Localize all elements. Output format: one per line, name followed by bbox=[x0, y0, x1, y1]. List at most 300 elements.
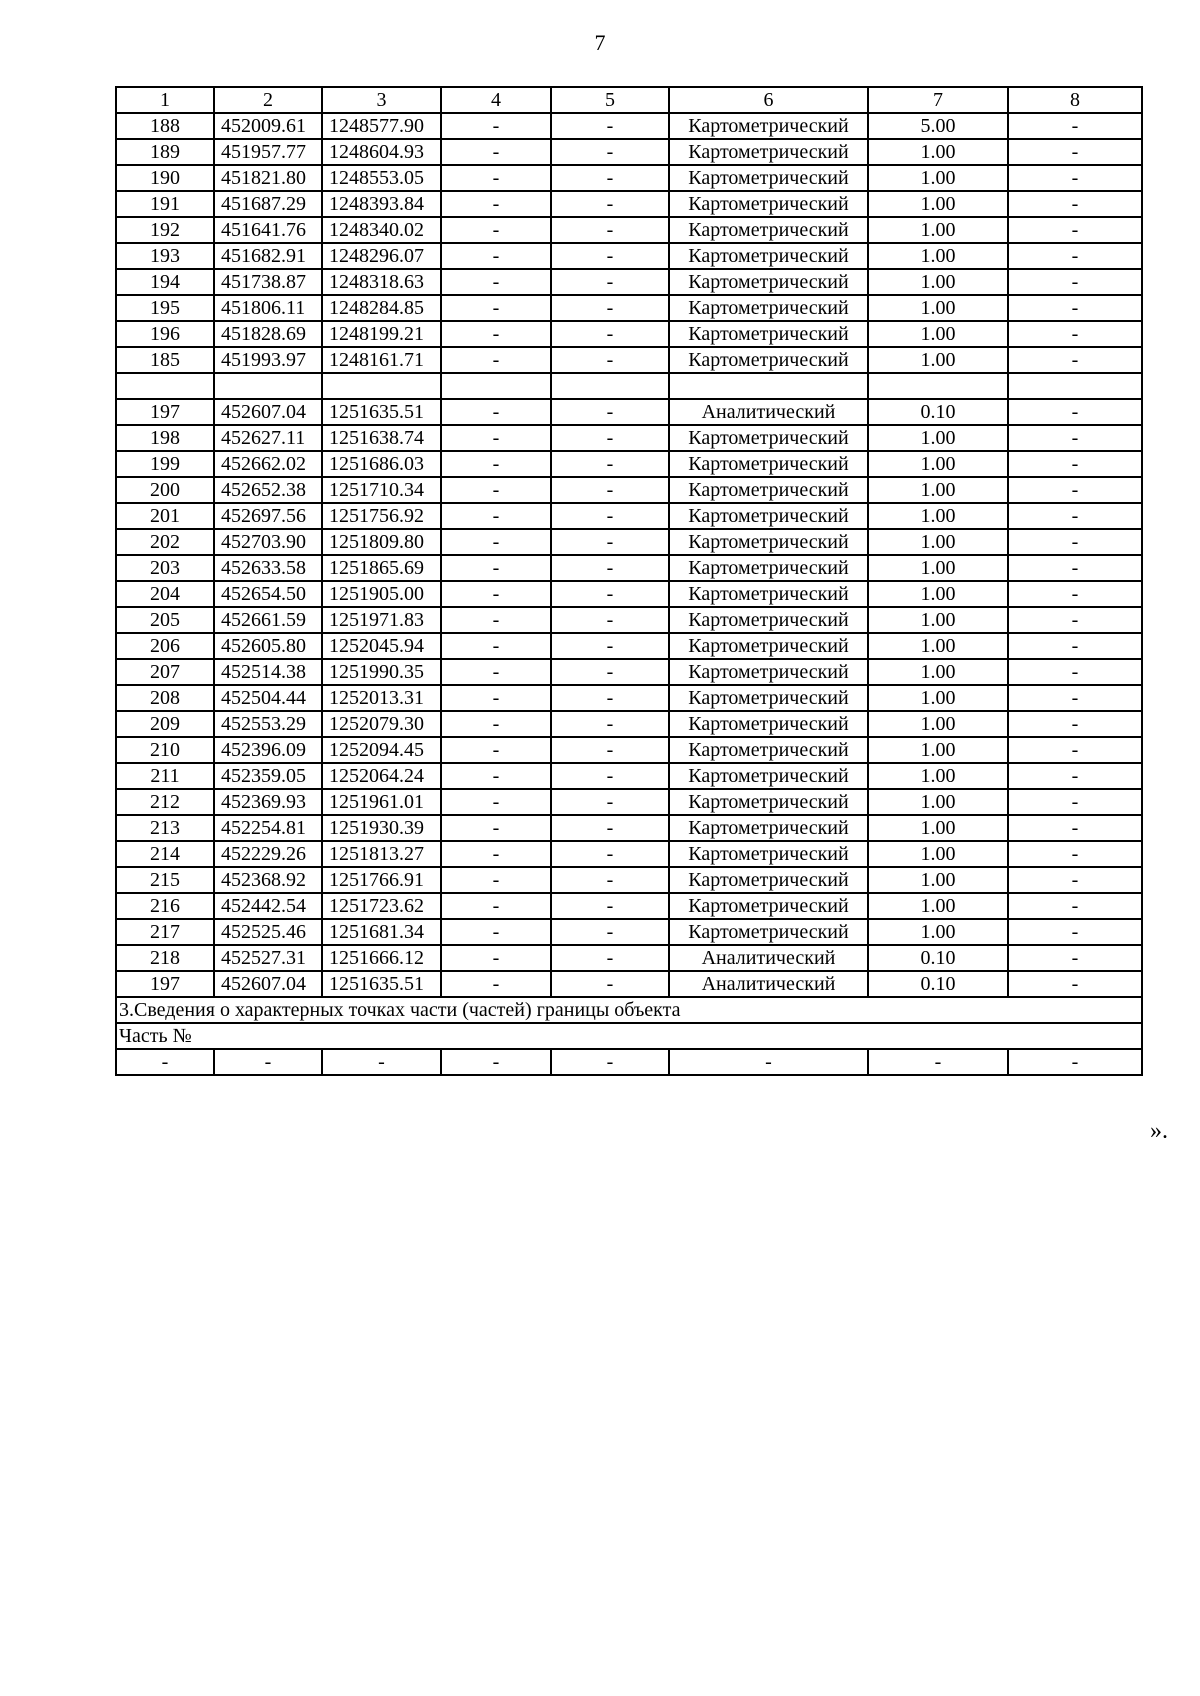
table-cell: - bbox=[1008, 477, 1142, 503]
table-cell: 451957.77 bbox=[214, 139, 322, 165]
table-cell: 452442.54 bbox=[214, 893, 322, 919]
footer-cell: - bbox=[322, 1049, 441, 1075]
footer-cell: - bbox=[551, 1049, 669, 1075]
table-cell: Аналитический bbox=[669, 399, 868, 425]
table-cell: 1251905.00 bbox=[322, 581, 441, 607]
table-cell: - bbox=[1008, 659, 1142, 685]
table-cell: 200 bbox=[116, 477, 214, 503]
table-cell: - bbox=[551, 477, 669, 503]
table-cell: 213 bbox=[116, 815, 214, 841]
table-cell: 1.00 bbox=[868, 581, 1008, 607]
footer-cell: - bbox=[868, 1049, 1008, 1075]
table-cell: 5.00 bbox=[868, 113, 1008, 139]
table-cell: 452359.05 bbox=[214, 763, 322, 789]
table-cell: 211 bbox=[116, 763, 214, 789]
table-cell: 209 bbox=[116, 711, 214, 737]
table-cell: 1252013.31 bbox=[322, 685, 441, 711]
table-cell: 1251756.92 bbox=[322, 503, 441, 529]
table-cell: 1.00 bbox=[868, 919, 1008, 945]
table-cell: Картометрический bbox=[669, 685, 868, 711]
table-cell: 452369.93 bbox=[214, 789, 322, 815]
table-cell: Картометрический bbox=[669, 477, 868, 503]
table-cell: 217 bbox=[116, 919, 214, 945]
table-cell: 451806.11 bbox=[214, 295, 322, 321]
table-cell: 452009.61 bbox=[214, 113, 322, 139]
table-cell: - bbox=[1008, 295, 1142, 321]
table-cell: - bbox=[441, 841, 551, 867]
table-cell: 1.00 bbox=[868, 503, 1008, 529]
table-cell: - bbox=[441, 659, 551, 685]
table-cell: Аналитический bbox=[669, 971, 868, 997]
table-cell: - bbox=[551, 607, 669, 633]
table-cell: 1251681.34 bbox=[322, 919, 441, 945]
table-cell: - bbox=[551, 685, 669, 711]
table-cell: 190 bbox=[116, 165, 214, 191]
table-cell: - bbox=[441, 945, 551, 971]
table-cell: 1.00 bbox=[868, 477, 1008, 503]
table-row bbox=[116, 633, 1142, 659]
table-cell bbox=[322, 373, 441, 399]
table-cell: - bbox=[441, 737, 551, 763]
table-cell: 1251710.34 bbox=[322, 477, 441, 503]
table-cell: Картометрический bbox=[669, 139, 868, 165]
table-cell: 197 bbox=[116, 971, 214, 997]
table-cell: 191 bbox=[116, 191, 214, 217]
table-cell: 201 bbox=[116, 503, 214, 529]
table-cell: 1252064.24 bbox=[322, 763, 441, 789]
table-cell: - bbox=[1008, 347, 1142, 373]
section-3-title: 3.Сведения о характерных точках части (частей) границы объекта bbox=[116, 997, 1142, 1023]
table-cell: - bbox=[551, 581, 669, 607]
table-row bbox=[116, 971, 1142, 997]
table-cell: - bbox=[1008, 711, 1142, 737]
table-row bbox=[116, 113, 1142, 139]
part-number-label: Часть № bbox=[116, 1023, 1142, 1049]
table-cell: 1.00 bbox=[868, 867, 1008, 893]
table-row bbox=[116, 737, 1142, 763]
footer-cell: - bbox=[1008, 1049, 1142, 1075]
table-cell: 1251990.35 bbox=[322, 659, 441, 685]
table-row bbox=[116, 607, 1142, 633]
table-cell: - bbox=[441, 919, 551, 945]
table-cell: Картометрический bbox=[669, 321, 868, 347]
footer-cell: - bbox=[116, 1049, 214, 1075]
header-cell: 7 bbox=[868, 87, 1008, 113]
table-cell: - bbox=[441, 867, 551, 893]
table-cell: 1.00 bbox=[868, 217, 1008, 243]
table-cell: 1.00 bbox=[868, 165, 1008, 191]
table-cell: 1251865.69 bbox=[322, 555, 441, 581]
table-cell bbox=[214, 373, 322, 399]
table-cell: - bbox=[1008, 893, 1142, 919]
table-cell: - bbox=[551, 217, 669, 243]
header-cell: 8 bbox=[1008, 87, 1142, 113]
table-cell: 1.00 bbox=[868, 841, 1008, 867]
table-cell: 210 bbox=[116, 737, 214, 763]
table-cell bbox=[551, 373, 669, 399]
table-cell: 1251813.27 bbox=[322, 841, 441, 867]
table-cell: - bbox=[551, 633, 669, 659]
table-cell: 452633.58 bbox=[214, 555, 322, 581]
table-cell bbox=[116, 373, 214, 399]
table-cell: - bbox=[441, 269, 551, 295]
table-cell: - bbox=[551, 711, 669, 737]
table-cell: - bbox=[441, 477, 551, 503]
part-number-row bbox=[116, 1023, 1142, 1049]
table-cell: - bbox=[441, 503, 551, 529]
table-row bbox=[116, 581, 1142, 607]
table-cell: 195 bbox=[116, 295, 214, 321]
table-cell: 452514.38 bbox=[214, 659, 322, 685]
table-cell: - bbox=[551, 659, 669, 685]
table-cell: 1248340.02 bbox=[322, 217, 441, 243]
table-cell: Картометрический bbox=[669, 893, 868, 919]
table-row bbox=[116, 165, 1142, 191]
table-cell: - bbox=[1008, 503, 1142, 529]
table-cell: - bbox=[1008, 139, 1142, 165]
table-cell: Картометрический bbox=[669, 269, 868, 295]
table-cell: 218 bbox=[116, 945, 214, 971]
table-row bbox=[116, 711, 1142, 737]
table-cell: - bbox=[1008, 815, 1142, 841]
table-cell: 188 bbox=[116, 113, 214, 139]
table-row bbox=[116, 139, 1142, 165]
table-cell: - bbox=[441, 555, 551, 581]
table-cell: - bbox=[1008, 581, 1142, 607]
table-cell: - bbox=[441, 581, 551, 607]
table-cell: Картометрический bbox=[669, 529, 868, 555]
table-cell: - bbox=[551, 763, 669, 789]
table-cell: - bbox=[551, 867, 669, 893]
footer-cell: - bbox=[669, 1049, 868, 1075]
table-cell: Картометрический bbox=[669, 217, 868, 243]
table-cell: 452368.92 bbox=[214, 867, 322, 893]
table-cell: 451738.87 bbox=[214, 269, 322, 295]
table-cell: 452254.81 bbox=[214, 815, 322, 841]
table-cell: - bbox=[1008, 243, 1142, 269]
table-cell: Картометрический bbox=[669, 711, 868, 737]
table-cell: 1248577.90 bbox=[322, 113, 441, 139]
table-cell: 1251723.62 bbox=[322, 893, 441, 919]
table-cell: - bbox=[551, 503, 669, 529]
table-row bbox=[116, 867, 1142, 893]
table-cell: 1.00 bbox=[868, 633, 1008, 659]
table-cell: 1248161.71 bbox=[322, 347, 441, 373]
table-cell: Картометрический bbox=[669, 243, 868, 269]
table-cell: 0.10 bbox=[868, 971, 1008, 997]
table-row bbox=[116, 919, 1142, 945]
table-cell: 1248284.85 bbox=[322, 295, 441, 321]
table-cell: Картометрический bbox=[669, 919, 868, 945]
table-cell: Картометрический bbox=[669, 737, 868, 763]
table-cell: Картометрический bbox=[669, 555, 868, 581]
table-cell: 452697.56 bbox=[214, 503, 322, 529]
table-cell: 207 bbox=[116, 659, 214, 685]
table-cell: - bbox=[1008, 191, 1142, 217]
table-cell: - bbox=[441, 607, 551, 633]
table-cell: 1248296.07 bbox=[322, 243, 441, 269]
table-cell: 194 bbox=[116, 269, 214, 295]
table-cell: 452607.04 bbox=[214, 971, 322, 997]
table-cell: - bbox=[1008, 789, 1142, 815]
table-cell: - bbox=[551, 243, 669, 269]
table-cell: 1.00 bbox=[868, 425, 1008, 451]
header-cell: 6 bbox=[669, 87, 868, 113]
table-row bbox=[116, 503, 1142, 529]
table-cell: 452627.11 bbox=[214, 425, 322, 451]
table-cell: 214 bbox=[116, 841, 214, 867]
table-row bbox=[116, 373, 1142, 399]
table-cell: 1252094.45 bbox=[322, 737, 441, 763]
table-cell: Картометрический bbox=[669, 607, 868, 633]
table-cell: 452607.04 bbox=[214, 399, 322, 425]
table-cell: 452605.80 bbox=[214, 633, 322, 659]
table-cell: 1248318.63 bbox=[322, 269, 441, 295]
table-cell: 208 bbox=[116, 685, 214, 711]
table-cell: - bbox=[551, 529, 669, 555]
table-cell: 206 bbox=[116, 633, 214, 659]
table-cell: Картометрический bbox=[669, 763, 868, 789]
table-row bbox=[116, 191, 1142, 217]
table-cell: 1.00 bbox=[868, 139, 1008, 165]
header-cell: 5 bbox=[551, 87, 669, 113]
table-cell: - bbox=[551, 815, 669, 841]
table-cell: - bbox=[1008, 945, 1142, 971]
table-cell: 452654.50 bbox=[214, 581, 322, 607]
table-cell: - bbox=[1008, 321, 1142, 347]
table-row bbox=[116, 399, 1142, 425]
table-cell: 199 bbox=[116, 451, 214, 477]
table-row bbox=[116, 841, 1142, 867]
table-cell: Картометрический bbox=[669, 191, 868, 217]
table-cell: - bbox=[551, 789, 669, 815]
table-cell: 1.00 bbox=[868, 243, 1008, 269]
table-cell: - bbox=[1008, 399, 1142, 425]
table-cell: - bbox=[1008, 841, 1142, 867]
table-row bbox=[116, 763, 1142, 789]
table-cell: Картометрический bbox=[669, 295, 868, 321]
table-cell: - bbox=[441, 399, 551, 425]
table-row bbox=[116, 659, 1142, 685]
table-cell: 1.00 bbox=[868, 347, 1008, 373]
header-cell: 1 bbox=[116, 87, 214, 113]
table-cell: 1251971.83 bbox=[322, 607, 441, 633]
table-cell: - bbox=[441, 217, 551, 243]
table-row bbox=[116, 529, 1142, 555]
table-cell bbox=[868, 373, 1008, 399]
table-row bbox=[116, 555, 1142, 581]
table-cell: 196 bbox=[116, 321, 214, 347]
table-cell: 451821.80 bbox=[214, 165, 322, 191]
table-cell: - bbox=[441, 971, 551, 997]
table-cell: 452661.59 bbox=[214, 607, 322, 633]
table-cell: - bbox=[441, 425, 551, 451]
table-cell: - bbox=[551, 893, 669, 919]
table-cell: 1.00 bbox=[868, 451, 1008, 477]
table-cell: - bbox=[441, 165, 551, 191]
table-cell bbox=[669, 373, 868, 399]
table-cell: 452527.31 bbox=[214, 945, 322, 971]
table-cell: - bbox=[551, 555, 669, 581]
table-cell: 1.00 bbox=[868, 295, 1008, 321]
table-row bbox=[116, 425, 1142, 451]
table-cell: 189 bbox=[116, 139, 214, 165]
table-cell: 212 bbox=[116, 789, 214, 815]
table-cell: 452703.90 bbox=[214, 529, 322, 555]
table-cell: - bbox=[1008, 217, 1142, 243]
table-row bbox=[116, 295, 1142, 321]
table-cell: - bbox=[1008, 165, 1142, 191]
table-row bbox=[116, 321, 1142, 347]
footer-cell: - bbox=[441, 1049, 551, 1075]
table-row bbox=[116, 217, 1142, 243]
table-cell: 1251809.80 bbox=[322, 529, 441, 555]
table-body bbox=[116, 87, 1142, 1075]
table-cell: 451993.97 bbox=[214, 347, 322, 373]
table-cell: Картометрический bbox=[669, 347, 868, 373]
footer-cell: - bbox=[214, 1049, 322, 1075]
table-cell: 452396.09 bbox=[214, 737, 322, 763]
table-cell: - bbox=[441, 243, 551, 269]
header-cell: 3 bbox=[322, 87, 441, 113]
table-cell: Картометрический bbox=[669, 633, 868, 659]
table-cell: 185 bbox=[116, 347, 214, 373]
table-row bbox=[116, 347, 1142, 373]
table-cell: 452662.02 bbox=[214, 451, 322, 477]
table-cell: 202 bbox=[116, 529, 214, 555]
table-cell: Картометрический bbox=[669, 581, 868, 607]
table-cell: - bbox=[1008, 685, 1142, 711]
table-cell: 1.00 bbox=[868, 191, 1008, 217]
table-cell: - bbox=[1008, 607, 1142, 633]
table-cell: 203 bbox=[116, 555, 214, 581]
table-cell: 1.00 bbox=[868, 659, 1008, 685]
table-cell: - bbox=[441, 139, 551, 165]
table-cell: 1.00 bbox=[868, 789, 1008, 815]
header-row bbox=[116, 87, 1142, 113]
table-cell: - bbox=[441, 295, 551, 321]
table-row bbox=[116, 685, 1142, 711]
table-cell: 204 bbox=[116, 581, 214, 607]
table-cell: - bbox=[551, 737, 669, 763]
table-cell: 1252045.94 bbox=[322, 633, 441, 659]
table-cell: - bbox=[1008, 529, 1142, 555]
table-cell: - bbox=[1008, 971, 1142, 997]
table-cell: - bbox=[551, 971, 669, 997]
table-cell: Картометрический bbox=[669, 659, 868, 685]
table-cell: - bbox=[1008, 633, 1142, 659]
table-cell: Картометрический bbox=[669, 789, 868, 815]
header-cell: 2 bbox=[214, 87, 322, 113]
table-cell: - bbox=[1008, 113, 1142, 139]
table-cell: 1.00 bbox=[868, 321, 1008, 347]
table-cell: Картометрический bbox=[669, 425, 868, 451]
table-cell: Картометрический bbox=[669, 815, 868, 841]
closing-quote: ». bbox=[1150, 1118, 1168, 1144]
table-cell: - bbox=[441, 451, 551, 477]
table-cell: - bbox=[441, 347, 551, 373]
table-cell: 1.00 bbox=[868, 763, 1008, 789]
table-cell: - bbox=[551, 321, 669, 347]
table-cell: 198 bbox=[116, 425, 214, 451]
table-row bbox=[116, 243, 1142, 269]
table-cell: 0.10 bbox=[868, 399, 1008, 425]
table-row bbox=[116, 945, 1142, 971]
table-cell: - bbox=[551, 919, 669, 945]
table-cell: - bbox=[441, 191, 551, 217]
table-cell bbox=[1008, 373, 1142, 399]
table-cell: Картометрический bbox=[669, 841, 868, 867]
table-row bbox=[116, 815, 1142, 841]
table-cell: - bbox=[441, 113, 551, 139]
table-cell: - bbox=[551, 139, 669, 165]
table-cell: - bbox=[551, 945, 669, 971]
table-cell: - bbox=[1008, 425, 1142, 451]
table-cell: 452652.38 bbox=[214, 477, 322, 503]
table-row bbox=[116, 893, 1142, 919]
table-cell: Картометрический bbox=[669, 451, 868, 477]
table-cell: 1251686.03 bbox=[322, 451, 441, 477]
table-cell: 452525.46 bbox=[214, 919, 322, 945]
table-cell: - bbox=[551, 347, 669, 373]
table-cell: - bbox=[551, 191, 669, 217]
table-cell: Картометрический bbox=[669, 867, 868, 893]
table-cell: - bbox=[551, 451, 669, 477]
table-cell: - bbox=[441, 893, 551, 919]
table-cell: Аналитический bbox=[669, 945, 868, 971]
table-cell: - bbox=[1008, 867, 1142, 893]
footer-row bbox=[116, 1049, 1142, 1075]
table-cell: 452553.29 bbox=[214, 711, 322, 737]
table-cell: - bbox=[551, 425, 669, 451]
table-cell: - bbox=[441, 815, 551, 841]
header-cell: 4 bbox=[441, 87, 551, 113]
table-cell: 1.00 bbox=[868, 711, 1008, 737]
table-cell: - bbox=[1008, 269, 1142, 295]
coordinates-table bbox=[115, 86, 1143, 1076]
page-number: 7 bbox=[594, 30, 606, 55]
table-cell: - bbox=[1008, 919, 1142, 945]
table-cell: 1251635.51 bbox=[322, 971, 441, 997]
table-cell: 1252079.30 bbox=[322, 711, 441, 737]
table-cell: - bbox=[1008, 763, 1142, 789]
table-cell: 1.00 bbox=[868, 607, 1008, 633]
section-title-row bbox=[116, 997, 1142, 1023]
table-row bbox=[116, 789, 1142, 815]
table-cell: - bbox=[551, 841, 669, 867]
table-cell: Картометрический bbox=[669, 503, 868, 529]
table-cell: - bbox=[441, 789, 551, 815]
table-cell: - bbox=[441, 711, 551, 737]
table-cell: Картометрический bbox=[669, 113, 868, 139]
table-cell: 452504.44 bbox=[214, 685, 322, 711]
table-cell: - bbox=[441, 763, 551, 789]
table-cell: 1251635.51 bbox=[322, 399, 441, 425]
table-row bbox=[116, 477, 1142, 503]
table-cell: 1251666.12 bbox=[322, 945, 441, 971]
table-cell: 1.00 bbox=[868, 893, 1008, 919]
table-cell: - bbox=[441, 685, 551, 711]
table-cell: 1248553.05 bbox=[322, 165, 441, 191]
table-row bbox=[116, 451, 1142, 477]
table-cell: 1251930.39 bbox=[322, 815, 441, 841]
table-cell: 1251638.74 bbox=[322, 425, 441, 451]
table-cell: 1.00 bbox=[868, 737, 1008, 763]
table-cell: 193 bbox=[116, 243, 214, 269]
table-cell: 1.00 bbox=[868, 529, 1008, 555]
table-cell: 215 bbox=[116, 867, 214, 893]
table-cell: - bbox=[551, 399, 669, 425]
